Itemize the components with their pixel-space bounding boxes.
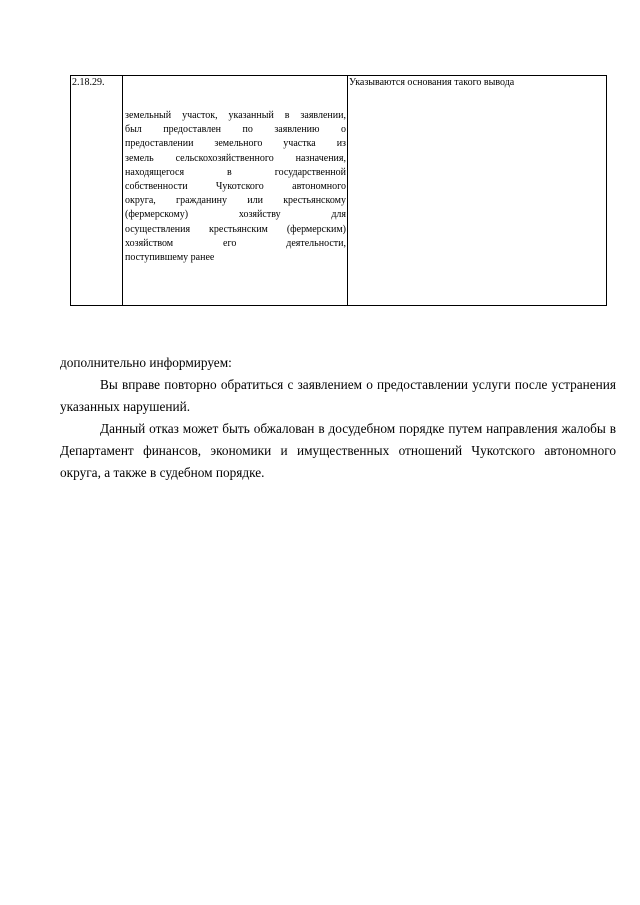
condition-line: хозяйством его деятельности, [125, 237, 346, 249]
row-number-cell [71, 76, 123, 306]
condition-text [123, 109, 347, 265]
condition-cell [123, 76, 348, 306]
appeal-paragraph: Данный отказ может быть обжалован в досудебном порядке путем направления жалобы в Департамент финансов, экономики и имущественных отношений Чукотского автономного округа, а также в судебном порядке. [60, 421, 616, 480]
reapply-paragraph: Вы вправе повторно обратиться с заявлением о предоставлении услуги после устранения указанных нарушений. [60, 377, 616, 414]
condition-line: округа, гражданину или крестьянскому [125, 195, 346, 207]
condition-line: находящегося в государственной [125, 166, 346, 178]
condition-line: земель сельскохозяйственного назначения, [125, 152, 346, 164]
condition-line: поступившему ранее [125, 252, 215, 264]
reason-cell [348, 76, 607, 306]
condition-line: (фермерскому) хозяйству для [125, 209, 346, 221]
refusal-reasons-table [70, 75, 607, 306]
condition-line: собственности Чукотского автономного [125, 181, 346, 193]
intro-line: дополнительно информируем: [60, 355, 232, 370]
condition-line: земельный участок, указанный в заявлении, [125, 110, 346, 121]
condition-line: предоставлении земельного участка из [125, 138, 346, 150]
condition-line: был предоставлен по заявлению о [125, 124, 346, 136]
condition-line: осуществления крестьянским (фермерским) [125, 223, 346, 235]
table-row [71, 76, 607, 306]
row-number: 2.18.29. [72, 77, 105, 88]
reason-text: Указываются основания такого вывода [349, 77, 515, 88]
notice-body [60, 352, 616, 484]
